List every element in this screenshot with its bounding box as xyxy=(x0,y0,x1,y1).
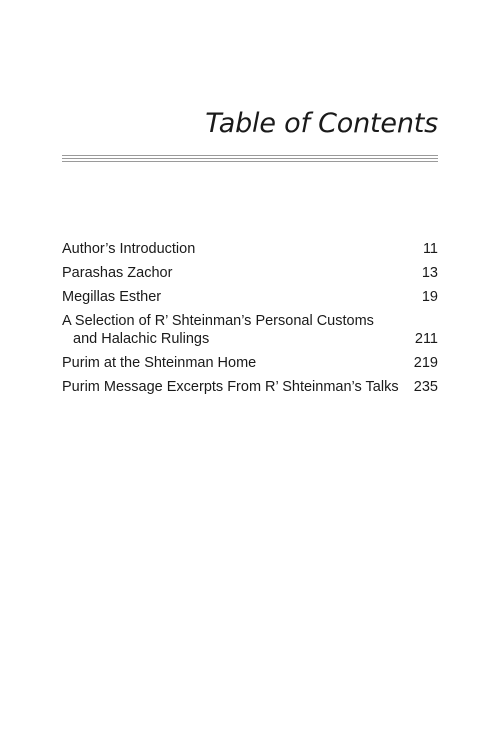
toc-entry xyxy=(62,264,438,282)
toc-entry-page: 219 xyxy=(413,355,438,371)
toc-entry-title: Purim Message Excerpts From R’ Shteinman’s Talks xyxy=(62,379,399,395)
title-rule xyxy=(62,158,438,159)
toc-entry xyxy=(62,312,438,348)
title-rule xyxy=(62,155,438,156)
toc-entry-title-continued: and Halachic Rulings xyxy=(73,331,210,347)
toc-entry-title: Author’s Introduction xyxy=(62,241,196,257)
toc-entry-title: Purim at the Shteinman Home xyxy=(62,355,257,371)
toc-entry xyxy=(62,378,438,396)
toc-entry-page: 11 xyxy=(422,241,438,257)
toc-entry-page: 235 xyxy=(413,379,438,395)
table-of-contents xyxy=(62,240,438,402)
page-title: Table of Contents xyxy=(205,108,438,139)
toc-entry-title: A Selection of R’ Shteinman’s Personal Customs xyxy=(62,313,374,329)
toc-entry xyxy=(62,354,438,372)
toc-entry-page: 19 xyxy=(421,289,438,305)
toc-entry-title-block xyxy=(62,312,386,348)
toc-entry-page: 211 xyxy=(414,331,438,347)
toc-entry xyxy=(62,240,438,258)
toc-entry-title: Parashas Zachor xyxy=(62,265,173,281)
title-rule xyxy=(62,161,438,162)
toc-entry-title: Megillas Esther xyxy=(62,289,162,305)
toc-entry-page: 13 xyxy=(421,265,438,281)
toc-entry xyxy=(62,288,438,306)
